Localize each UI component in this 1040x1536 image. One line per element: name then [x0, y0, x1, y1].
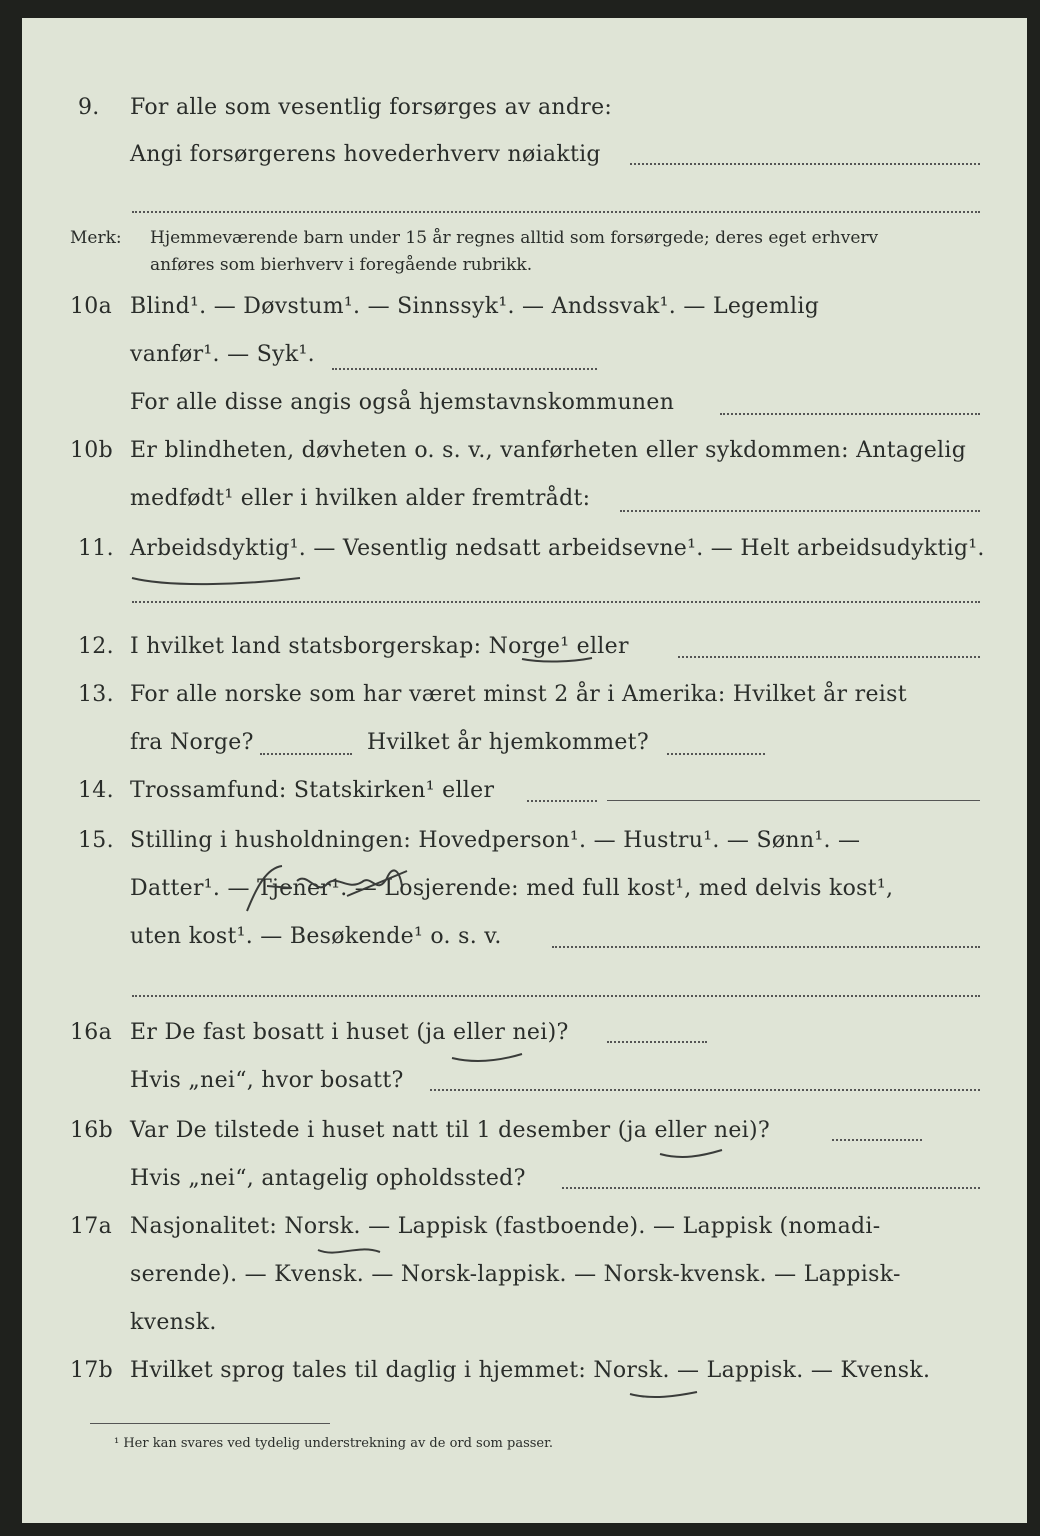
answer-field[interactable] — [132, 211, 980, 213]
merk-text: anføres som bierhverv i foregående rubrikk. — [150, 255, 533, 275]
merk-text: Hjemmeværende barn under 15 år regnes alltid som forsørgede; deres eget erhverv — [150, 228, 879, 248]
item-10a — [22, 294, 1027, 334]
item-text: Er blindheten, døvheten o. s. v., vanførheten eller sykdommen: Antagelig — [130, 438, 967, 463]
item-13-line2 — [22, 730, 1027, 770]
item-15-line2 — [22, 876, 1027, 916]
item-text: Hvilket sprog tales til daglig i hjemmet: Norsk. — Lappisk. — Kvensk. — [130, 1358, 931, 1383]
item-text: Datter¹. — Tjener¹. — Losjerende: med full kost¹, med delvis kost¹, — [130, 876, 894, 901]
answer-field[interactable] — [562, 1187, 980, 1189]
item-text: For alle disse angis også hjemstavnskommunen — [130, 390, 675, 415]
answer-field[interactable] — [678, 656, 980, 658]
answer-field[interactable] — [620, 510, 980, 512]
item-16b — [22, 1118, 1027, 1158]
item-text: Stilling i husholdningen: Hovedperson¹. — Hustru¹. — Sønn¹. — — [130, 828, 861, 853]
item-number: 15. — [78, 828, 114, 853]
answer-field[interactable] — [667, 753, 765, 755]
item-text: For alle som vesentlig forsørges av andre: — [130, 95, 613, 120]
item-text: Arbeidsdyktig¹. — Vesentlig nedsatt arbeidsevne¹. — Helt arbeidsudyktig¹. — [130, 536, 985, 561]
item-number: 14. — [78, 778, 114, 803]
answer-field[interactable] — [630, 163, 980, 165]
item-number: 17a — [70, 1214, 113, 1239]
item-16b-line2 — [22, 1166, 1027, 1206]
item-number: 16a — [70, 1020, 113, 1045]
item-text: Hvis „nei“, antagelig opholdssted? — [130, 1166, 526, 1191]
answer-field[interactable] — [430, 1089, 980, 1091]
item-text: Var De tilstede i huset natt til 1 desember (ja eller nei)? — [130, 1118, 770, 1143]
answer-field[interactable] — [260, 753, 352, 755]
item-text: fra Norge? — [130, 730, 254, 755]
footnote: ¹ Her kan svares ved tydelig understrekning av de ord som passer. — [114, 1436, 554, 1451]
item-10a-line2 — [22, 342, 1027, 382]
item-text: kvensk. — [130, 1310, 217, 1335]
answer-field[interactable] — [607, 1041, 707, 1043]
item-text: Nasjonalitet: Norsk. — Lappisk (fastboende). — Lappisk (nomadi- — [130, 1214, 881, 1239]
item-13 — [22, 682, 1027, 722]
item-text: Hvilket år hjemkommet? — [367, 730, 649, 755]
item-10b-line2 — [22, 486, 1027, 526]
merk-label: Merk: — [70, 228, 122, 248]
item-9-line2 — [22, 142, 1027, 182]
item-9 — [22, 95, 1027, 135]
item-10b — [22, 438, 1027, 478]
answer-field[interactable] — [720, 413, 980, 415]
item-number: 17b — [70, 1358, 113, 1383]
item-number: 13. — [78, 682, 114, 707]
item-15-line3 — [22, 924, 1027, 964]
item-text: Hvis „nei“, hvor bosatt? — [130, 1068, 404, 1093]
item-14 — [22, 778, 1027, 818]
item-text: medfødt¹ eller i hvilken alder fremtrådt: — [130, 486, 591, 511]
item-number: 12. — [78, 634, 114, 659]
answer-field[interactable] — [552, 946, 980, 948]
answer-field[interactable] — [607, 800, 980, 801]
item-text: Blind¹. — Døvstum¹. — Sinnssyk¹. — Andssvak¹. — Legemlig — [130, 294, 820, 319]
item-text: Angi forsørgerens hovederhverv nøiaktig — [130, 142, 601, 167]
item-number: 16b — [70, 1118, 113, 1143]
item-10a-line3 — [22, 390, 1027, 430]
item-text: serende). — Kvensk. — Norsk-lappisk. — Norsk-kvensk. — Lappisk- — [130, 1262, 901, 1287]
item-text: Er De fast bosatt i huset (ja eller nei)? — [130, 1020, 569, 1045]
item-17a-line3 — [22, 1310, 1027, 1350]
answer-field[interactable] — [132, 995, 980, 997]
footnote-rule — [90, 1423, 330, 1424]
item-17a-line2 — [22, 1262, 1027, 1302]
item-16a-line2 — [22, 1068, 1027, 1108]
census-form-page — [22, 18, 1027, 1523]
underline-mark — [132, 578, 300, 584]
item-15 — [22, 828, 1027, 868]
item-17b — [22, 1358, 1027, 1398]
item-text: vanfør¹. — Syk¹. — [130, 342, 315, 367]
answer-field[interactable] — [832, 1139, 922, 1141]
item-number: 10b — [70, 438, 113, 463]
answer-field[interactable] — [527, 800, 597, 802]
item-text: uten kost¹. — Besøkende¹ o. s. v. — [130, 924, 502, 949]
item-11 — [22, 536, 1027, 576]
item-text: I hvilket land statsborgerskap: Norge¹ eller — [130, 634, 629, 659]
item-number: 9. — [78, 95, 100, 120]
handwritten-annotation — [227, 856, 427, 926]
answer-field[interactable] — [332, 368, 597, 370]
item-text: For alle norske som har været minst 2 år i Amerika: Hvilket år reist — [130, 682, 907, 707]
item-text: Trossamfund: Statskirken¹ eller — [130, 778, 495, 803]
item-17a — [22, 1214, 1027, 1254]
answer-field[interactable] — [132, 601, 980, 603]
item-number: 11. — [78, 536, 114, 561]
item-12 — [22, 634, 1027, 674]
item-16a — [22, 1020, 1027, 1060]
item-number: 10a — [70, 294, 113, 319]
